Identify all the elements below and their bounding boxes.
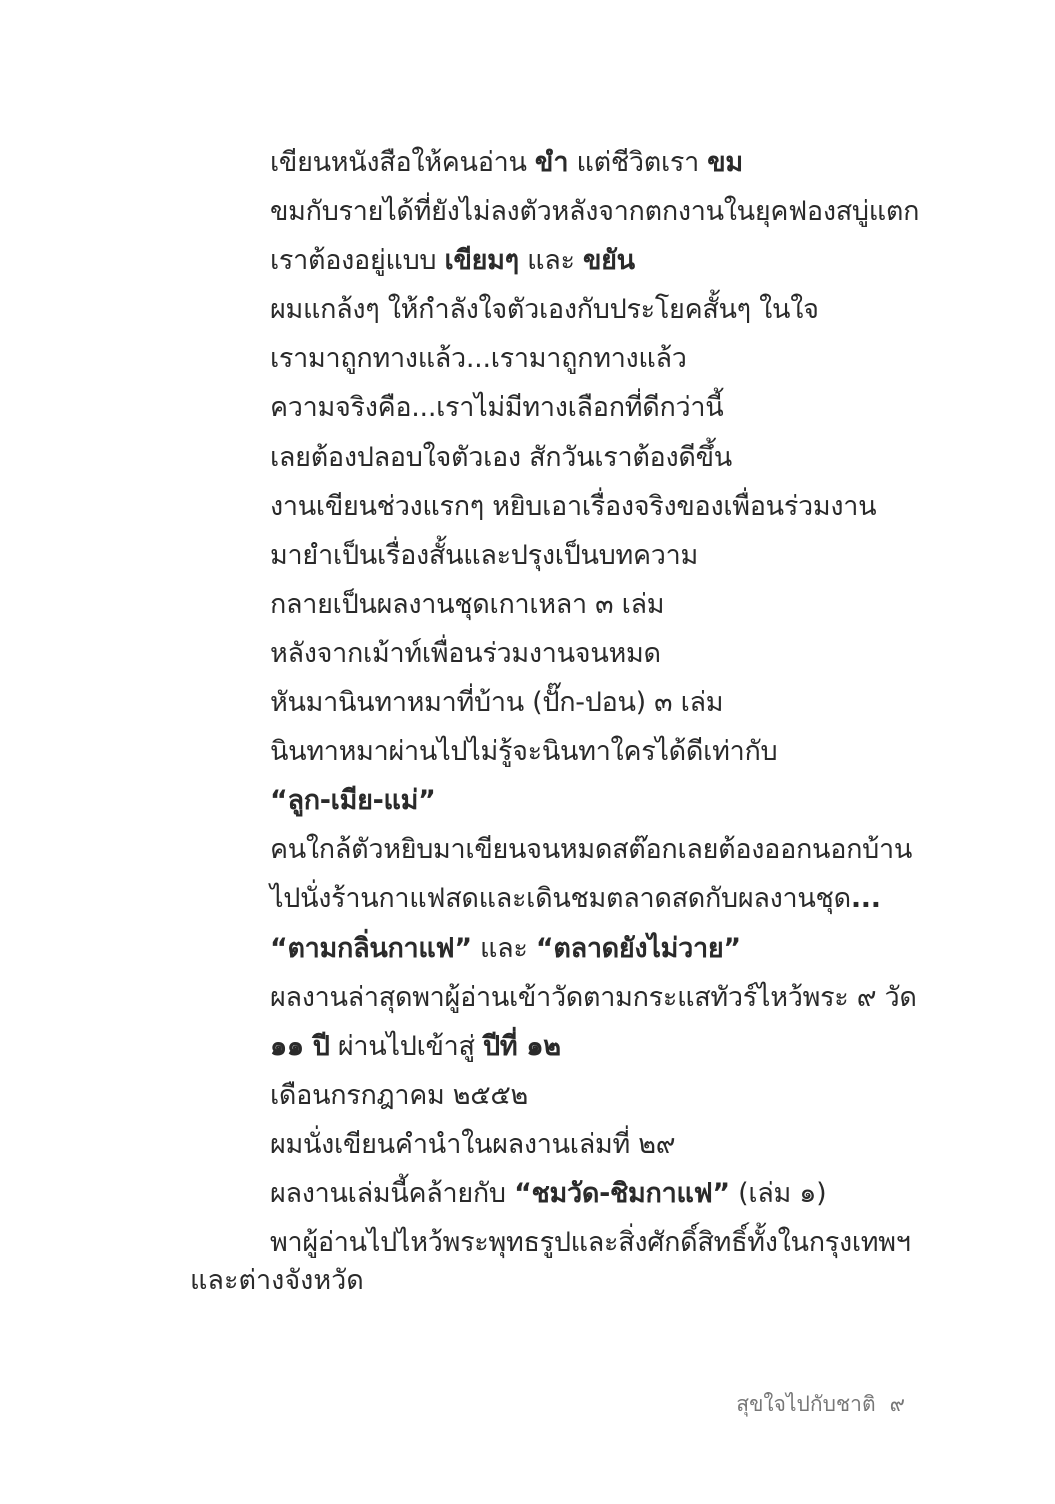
text-segment: เรามาถูกทางแล้ว...เรามาถูกทางแล้ว	[270, 343, 687, 375]
text-line-7	[270, 433, 930, 482]
text-segment: ความจริงคือ...เราไม่มีทางเลือกที่ดีกว่านี้	[270, 392, 724, 424]
text-line-9	[270, 531, 930, 580]
bold-word: ปีที่ ๑๒	[482, 1030, 561, 1062]
text-line-2	[270, 187, 930, 236]
text-segment: มายำเป็นเรื่องสั้นและปรุงเป็นบทความ	[270, 539, 698, 571]
text-segment: งานเขียนช่วงแรกๆ หยิบเอาเรื่องจริงของเพื่อนร่วมงาน	[270, 490, 877, 522]
text-segment: ไปนั่งร้านกาแฟสดและเดินชมตลาดสดกับผลงานชุด	[270, 883, 851, 915]
page-number: ๙	[889, 1392, 905, 1416]
bold-word: ขำ	[534, 147, 569, 178]
text-segment: เดือนกรกฎาคม ๒๕๕๒	[270, 1079, 529, 1111]
text-segment: คนใกล้ตัวหยิบมาเขียนจนหมดสต๊อกเลยต้องออกนอกบ้าน	[270, 834, 913, 866]
text-line-13	[270, 727, 930, 776]
text-line-19	[270, 1022, 930, 1071]
text-line-21	[270, 1120, 930, 1169]
text-line-10	[270, 580, 930, 629]
text-line-3	[270, 236, 930, 285]
running-title: สุขใจไปกับชาติ	[736, 1392, 876, 1416]
bold-word: ขม	[707, 147, 743, 178]
text-segment: ผ่านไปเข้าสู่	[329, 1030, 483, 1062]
bold-word: เขียมๆ	[444, 245, 519, 277]
text-segment: และ	[471, 932, 536, 964]
text-line-23	[270, 1218, 930, 1267]
text-segment: กลายเป็นผลงานชุดเกาเหลา ๓ เล่ม	[270, 588, 665, 620]
text-line-8	[270, 482, 930, 531]
text-segment: ผมแกล้งๆ ให้กำลังใจตัวเองกับประโยคสั้นๆ ในใจ	[270, 294, 819, 326]
text-segment: พาผู้อ่านไปไหว้พระพุทธรูปและสิ่งศักดิ์สิทธิ์ทั้งในกรุงเทพฯ	[270, 1227, 911, 1259]
text-line-11	[270, 629, 930, 678]
text-line-14	[270, 776, 930, 825]
bold-word: ขยัน	[582, 245, 635, 277]
text-segment: ผลงานเล่มนี้คล้ายกับ	[270, 1177, 515, 1209]
text-line-16	[270, 874, 930, 923]
text-segment: (เล่ม ๑)	[729, 1177, 827, 1209]
text-line-15	[270, 825, 930, 874]
bold-word: ...	[850, 883, 881, 915]
text-segment: นินทาหมาผ่านไปไม่รู้จะนินทาใครได้ดีเท่ากับ	[270, 736, 778, 768]
text-line-1	[270, 138, 930, 187]
text-line-5	[270, 334, 930, 383]
text-line-20	[270, 1071, 930, 1120]
bold-word: “ตามกลิ่นกาแฟ”	[270, 932, 472, 964]
text-segment: ขมกับรายได้ที่ยังไม่ลงตัวหลังจากตกงานในยุคฟองสบู่แตก	[270, 196, 920, 228]
text-segment: เขียนหนังสือให้คนอ่าน	[270, 147, 535, 178]
bold-word: “ตลาดยังไม่วาย”	[535, 932, 741, 964]
text-segment: หลังจากเม้าท์เพื่อนร่วมงานจนหมด	[270, 637, 661, 669]
text-segment: หันมานินทาหมาที่บ้าน (ปั๊ก-ปอน) ๓ เล่ม	[270, 687, 724, 719]
text-segment: และ	[518, 245, 583, 277]
text-line-17	[270, 924, 930, 973]
bold-word: ๑๑ ปี	[270, 1030, 330, 1062]
bold-word: “ลูก-เมีย-แม่”	[270, 785, 436, 817]
text-segment: ผลงานล่าสุดพาผู้อ่านเข้าวัดตามกระแสทัวร์ไหว้พระ ๙ วัด	[270, 981, 917, 1013]
text-line-4	[270, 285, 930, 334]
text-segment: เลยต้องปลอบใจตัวเอง สักวันเราต้องดีขึ้น	[270, 441, 732, 473]
text-segment: แต่ชีวิตเรา	[568, 147, 708, 178]
page-footer	[736, 1388, 905, 1421]
bold-word: “ชมวัด-ชิมกาแฟ”	[514, 1177, 730, 1209]
text-segment: เราต้องอยู่แบบ	[270, 245, 445, 277]
text-line-22	[270, 1169, 930, 1218]
text-line-12	[270, 678, 930, 727]
text-segment: ผมนั่งเขียนคำนำในผลงานเล่มที่ ๒๙	[270, 1128, 676, 1160]
text-line-18	[270, 973, 930, 1022]
text-line-6	[270, 383, 930, 432]
body-text	[270, 138, 930, 1267]
continuation-line: และต่างจังหวัด	[190, 1265, 364, 1296]
